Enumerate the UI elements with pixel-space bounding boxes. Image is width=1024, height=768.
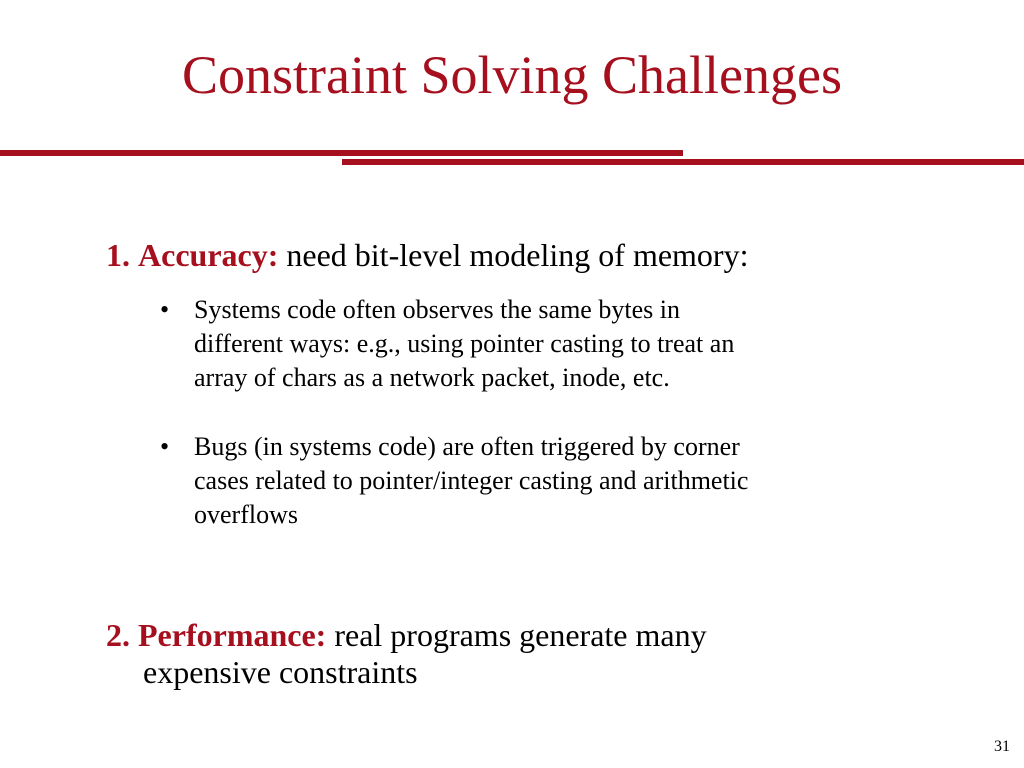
point-text: need bit-level modeling of memory: [286,237,749,273]
point-text-continued: expensive constraints [143,654,418,690]
title-divider-top [0,150,683,156]
title-divider-bottom [342,159,1024,165]
bullet-line: Systems code often observes the same bytes in [194,295,680,324]
point-number: 2. [106,617,130,653]
bullet-line: Bugs (in systems code) are often triggered by corner [194,432,740,461]
bullet-item [160,293,734,395]
point-accuracy [106,237,748,274]
bullet-item [160,430,748,532]
bullet-line: cases related to pointer/integer casting and arithmetic [194,466,749,495]
point-keyword: Performance: [138,617,327,653]
slide-title: Constraint Solving Challenges [182,45,842,105]
bullet-line: overflows [194,500,298,529]
point-text: real programs generate many [334,617,707,653]
point-performance [106,617,707,691]
bullet-marker: • [160,295,170,324]
bullet-marker: • [160,432,170,461]
bullet-text [194,430,748,532]
bullet-line: different ways: e.g., using pointer casting to treat an [194,329,735,358]
bullet-text [194,293,734,395]
page-number: 31 [994,738,1010,755]
point-keyword: Accuracy: [138,237,279,273]
bullet-line: array of chars as a network packet, inode, etc. [194,363,670,392]
point-number: 1. [106,237,130,273]
